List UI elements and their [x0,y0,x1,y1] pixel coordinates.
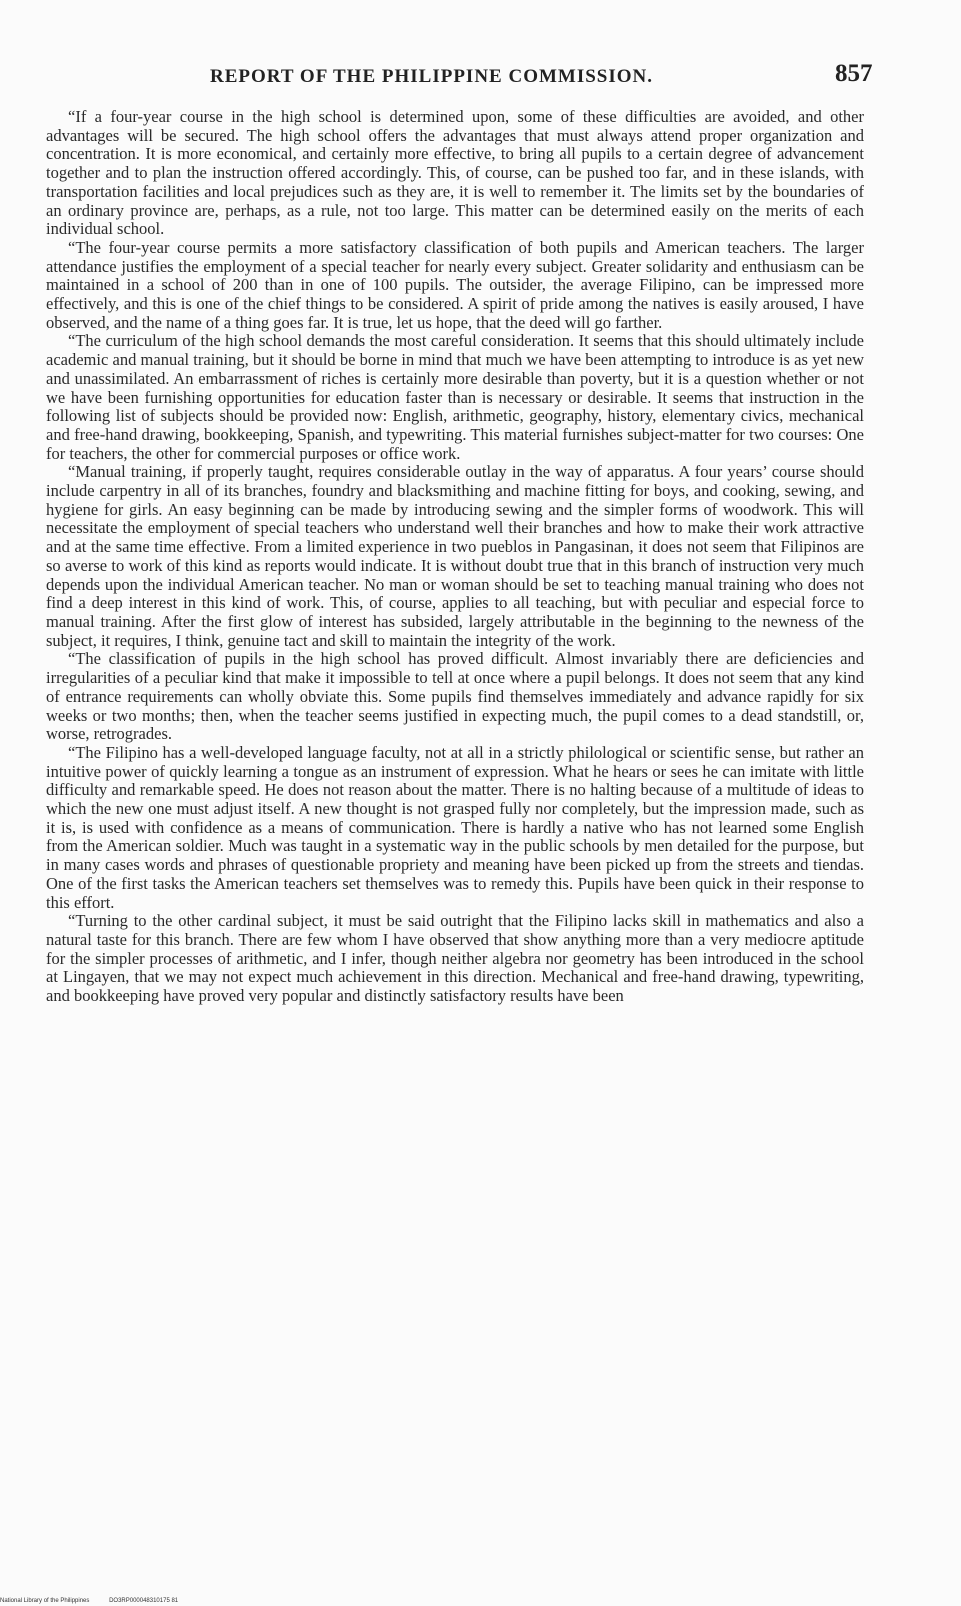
paragraph: “The four-year course permits a more satisfactory classification of both pupils and American teachers. The larger attendance justifies the employment of a special teacher for nearly every subject. Greater solidarity and enthusiasm can be maintained in a school of 200 than in one of 100 pupils. The outsider, the average Filipino, can be impressed more effectively, and this is one of the chief things to be considered. A spirit of pride among the natives is easily aroused, I have observed, and the name of a thing goes far. It is true, let us hope, that the deed will go farther. [46,237,864,332]
paragraph: “If a four-year course in the high school is determined upon, some of these difficulties are avoided, and other advantages will be secured. The high school offers the advantages that must always attend proper organization and concentration. It is more economical, and certainly more effective, to bring all pupils to a certain degree of advancement together and to plan the instruction offered accordingly. This, of course, can be pushed too far, and in these islands, with transportation facilities and local prejudices such as they are, it is well to remember it. The limits set by the boundaries of an ordinary province are, perhaps, as a rule, not too large. This matter can be determined easily on the merits of each individual school. [46,107,864,239]
paragraph: “The curriculum of the high school demands the most careful consideration. It seems that this should ultimately include academic and manual training, but it should be borne in mind that much we have been attempting to introduce is as yet new and unassimilated. An embarrassment of riches is certainly more desirable than poverty, but it is a question whether or not we have been furnishing opportunities for education faster than is necessary or desirable. It seems that instruction in the following list of subjects should be provided now: English, arithmetic, geography, history, elementary civics, mechanical and free-hand drawing, bookkeeping, Spanish, and typewriting. This material furnishes subject-matter for two courses: One for teachers, the other for commercial purposes or office work. [46,331,864,463]
footer-code: DO3RP000048310175 81 [109,1598,179,1604]
page-number: 857 [835,60,873,87]
page-header [0,58,961,98]
footer-library: National Library of the Philippines [0,1598,90,1604]
paragraph: “Manual training, if properly taught, requires considerable outlay in the way of apparatus. A four years’ course should include carpentry in all of its branches, foundry and blacksmithing and machine fitting for boys, and cooking, sewing, and hygiene for girls. An easy beginning can be made by introducing sewing and the simpler forms of woodwork. This will necessitate the employment of special teachers who understand well their branches and how to make their work attractive and at the same time effective. From a limited experience in two pueblos in Pangasinan, it does not seem that Filipinos are so averse to work of this kind as reports would indicate. It is without doubt true that in this branch of instruction very much depends upon the individual American teacher. No man or woman should be set to teaching manual training who does not find a deep interest in this kind of work. This, of course, applies to all teaching, but with peculiar and especial force to manual training. After the first glow of interest has subsided, largely attributable in the beginning to the newness of the subject, it requires, I think, genuine tact and skill to maintain the integrity of the work. [46,462,864,650]
paragraph: “Turning to the other cardinal subject, it must be said outright that the Filipino lacks skill in mathematics and also a natural taste for this branch. There are few whom I have observed that show anything more than a very mediocre aptitude for the simpler processes of arithmetic, and I infer, though neither algebra nor geometry has been introduced in the school at Lingayen, that we may not expect much achievement in this direction. Mechanical and free-hand drawing, typewriting, and bookkeeping have proved very popular and distinctly satisfactory results have been [46,911,864,1006]
scan-footer [0,1598,196,1604]
running-head: REPORT OF THE PHILIPPINE COMMISSION. [210,66,654,87]
paragraph: “The Filipino has a well-developed language faculty, not at all in a strictly philological or scientific sense, but rather an intuitive power of quickly learning a tongue as an instrument of expression. What he hears or sees he can imitate with little difficulty and remarkable speed. He does not reason about the matter. There is no halting because of a multitude of ideas to which the new one must adjust itself. A new thought is not grasped fully nor completely, but the impression made, such as it is, is used with confidence as a means of communication. There is hardly a native who has not learned some English from the American soldier. Much was taught in a systematic way in the public schools by men detailed for the purpose, but in many cases words and phrases of questionable propriety and meaning have been picked up from the streets and tiendas. One of the first tasks the American teachers set themselves was to remedy this. Pupils have been quick in their response to this effort. [46,742,864,912]
body-text [46,108,864,1006]
paragraph: “The classification of pupils in the high school has proved difficult. Almost invariably there are deficiencies and irregularities of a peculiar kind that make it impossible to tell at once where a pupil belongs. It does not seem that any kind of entrance requirements can wholly obviate this. Some pupils find themselves immediately and advance rapidly for six weeks or two months; then, when the teacher seems justified in expecting much, the pupil comes to a dead standstill, or, worse, retrogrades. [46,649,864,744]
